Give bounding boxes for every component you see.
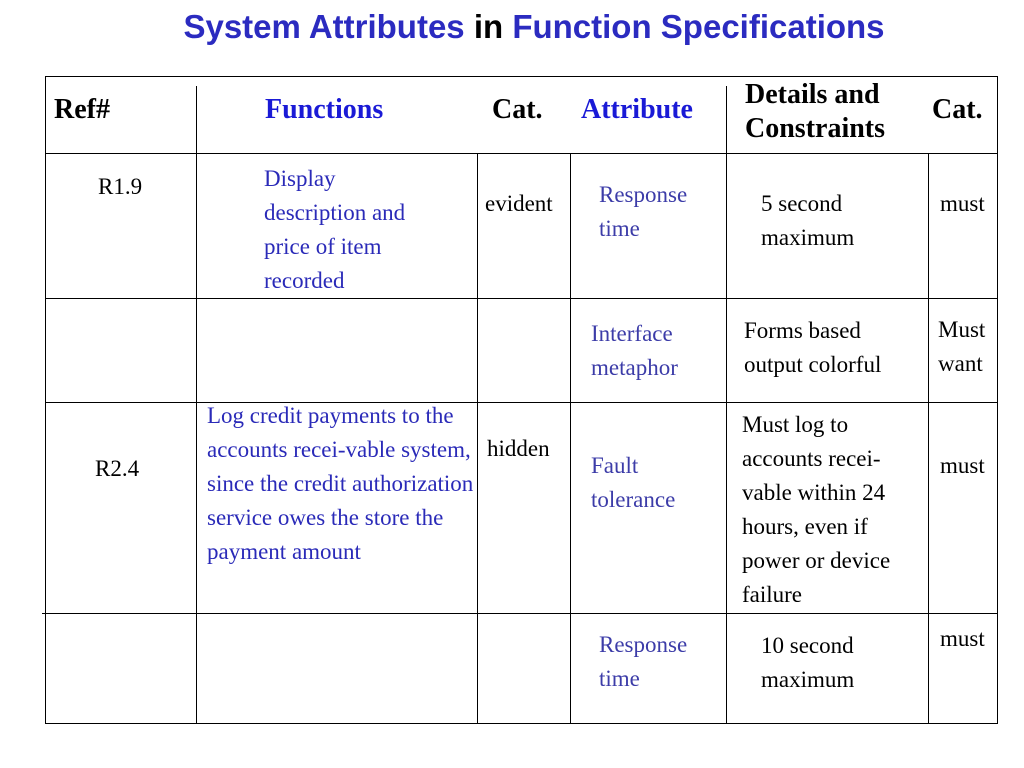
header-cat: Cat. <box>492 94 543 125</box>
row1-cat: evident <box>485 191 553 216</box>
row1-function: Display description and price of item recorded <box>264 166 406 293</box>
grid-line-h4 <box>42 613 998 614</box>
page-title <box>0 8 1024 46</box>
row2-details: Forms based output colorful <box>744 318 882 377</box>
attributes-table <box>45 76 998 724</box>
row3-ref: R2.4 <box>95 456 140 481</box>
grid-line-v1 <box>196 86 197 724</box>
row3-details: Must log to accounts recei-vable within 24 hours, even if power or device failure <box>742 412 891 607</box>
grid-line-v2 <box>477 153 478 724</box>
row3-attribute: Fault tolerance <box>591 453 676 512</box>
header-cat-2: Cat. <box>932 94 983 125</box>
row3-cat2: must <box>940 453 985 478</box>
row4-attribute: Response time <box>599 632 688 691</box>
grid-line-v4 <box>726 86 727 724</box>
title-part-function-specifications: Function Specifications <box>512 8 885 45</box>
grid-line-h2 <box>45 298 998 299</box>
row2-attribute: Interface metaphor <box>591 321 678 380</box>
row3-cat: hidden <box>487 436 550 461</box>
row1-cat2: must <box>940 191 985 216</box>
grid-line-v5 <box>928 153 929 724</box>
row4-cat2: must <box>940 626 985 651</box>
header-ref: Ref# <box>54 94 110 125</box>
row1-ref: R1.9 <box>98 174 143 199</box>
grid-line-v3 <box>570 153 571 724</box>
header-details-and-constraints: Details and Constraints <box>745 79 886 144</box>
row1-details: 5 second maximum <box>761 191 855 250</box>
header-functions: Functions <box>265 94 384 125</box>
title-part-in: in <box>464 8 513 45</box>
title-part-system-attributes: System Attributes <box>183 8 465 45</box>
grid-line-h3 <box>45 402 998 403</box>
row3-function: Log credit payments to the accounts recei-vable system, since the credit authorization service owes the store the payment amount <box>207 403 474 564</box>
grid-line-h1 <box>45 153 998 154</box>
row4-details: 10 second maximum <box>761 633 855 692</box>
header-attribute: Attribute <box>581 94 693 125</box>
row2-cat2: Must want <box>938 317 986 376</box>
row1-attribute: Response time <box>599 182 688 241</box>
